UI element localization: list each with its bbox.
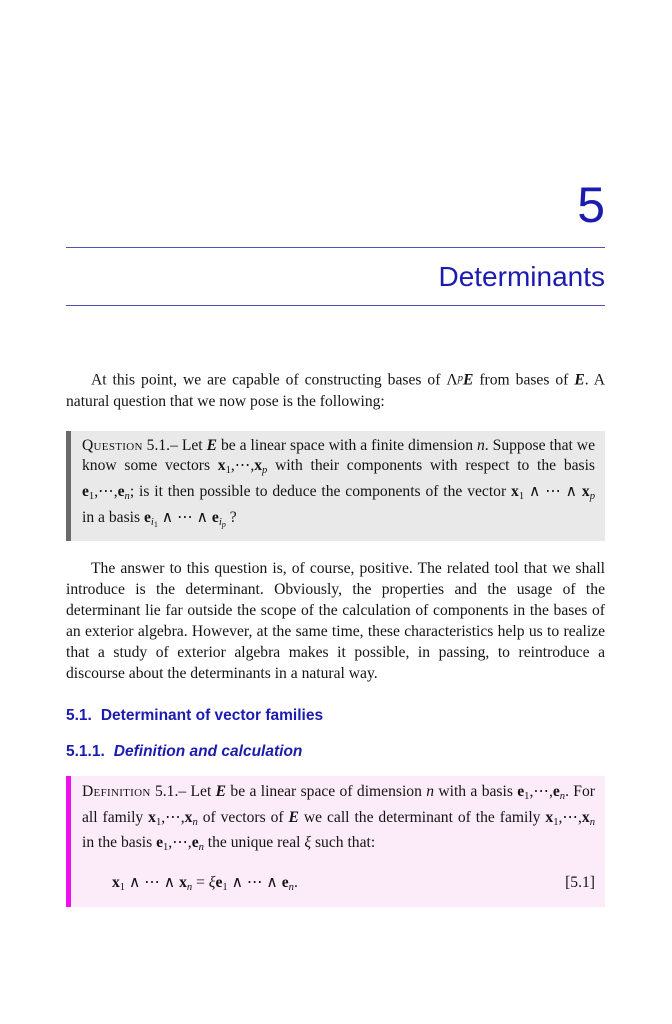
text-segment: such that: — [311, 834, 376, 852]
text-segment: x — [254, 457, 263, 475]
equation — [112, 872, 298, 898]
text-segment: with a basis — [434, 782, 518, 800]
question-box — [66, 431, 605, 541]
text-segment: Λ — [446, 371, 458, 389]
text-segment: n — [198, 842, 204, 854]
text-segment: 1 — [155, 816, 162, 828]
text-segment: ∧ ⋯ ∧ — [157, 508, 212, 526]
text-segment: . For all family — [82, 782, 595, 826]
text-segment: 1 — [553, 816, 559, 828]
text-segment: ξ — [304, 834, 312, 852]
section-heading — [66, 706, 605, 726]
text-segment: 1 — [88, 491, 95, 503]
text-segment: 1 — [153, 519, 158, 529]
text-segment: i — [150, 516, 154, 528]
text-segment: from bases of — [473, 371, 575, 389]
text-segment: x — [184, 808, 193, 826]
text-segment: 5.1.– Let — [142, 436, 207, 454]
text-segment: 1 — [524, 791, 530, 803]
text-segment: 1 — [518, 491, 525, 503]
text-segment: E — [206, 436, 217, 454]
text-segment: e — [82, 482, 89, 500]
text-segment: x — [112, 873, 120, 891]
text-segment: E — [215, 782, 227, 800]
text-segment: e — [552, 782, 560, 800]
text-segment: Question — [82, 436, 143, 454]
text-segment: x — [148, 808, 156, 826]
text-segment: be a linear space of dimension — [226, 782, 427, 800]
text-segment: x — [581, 482, 590, 500]
text-segment: e — [281, 873, 289, 891]
text-segment: At this point, we are capable of constructing bases of — [91, 371, 447, 389]
text-segment: ∧ ⋯ ∧ — [524, 482, 582, 500]
text-segment: p — [457, 373, 463, 384]
text-segment: ,⋯, — [168, 834, 192, 852]
text-segment: n — [192, 816, 198, 828]
text-segment: n — [559, 791, 566, 803]
text-segment: ξ — [208, 873, 216, 891]
text-segment: e — [117, 482, 125, 500]
chapter-title: Determinants — [438, 261, 605, 292]
question-text — [82, 436, 595, 535]
definition-box — [66, 776, 605, 907]
text-segment: ,⋯, — [558, 808, 582, 826]
text-segment: = — [192, 873, 209, 891]
text-segment: e — [211, 508, 219, 526]
intro-paragraph — [66, 368, 605, 412]
text-segment: e — [215, 873, 223, 891]
text-segment: 1 — [163, 842, 169, 854]
answer-paragraph: The answer to this question is, of course, positive. The related tool that we shall introduce is the determinant. Obviously, the properties and the usage of the determinant lie far outside the scope of the calculation of components in the bases of an exterior algebra. However, at the same time, these characteristics help us to realize that a study of exterior algebra makes it possible, in passing, to reintroduce a discourse about the determinants in a natural way. — [66, 559, 605, 682]
text-segment: n — [426, 782, 435, 800]
text-segment: E — [574, 371, 585, 389]
text-segment: p — [221, 519, 226, 529]
text-segment: p — [262, 465, 268, 477]
equation-row — [82, 872, 595, 898]
text-segment: we call the determinant of the family — [298, 808, 546, 826]
text-segment: e — [156, 834, 163, 852]
text-segment: e — [143, 508, 151, 526]
text-segment: p — [589, 491, 595, 503]
text-segment: in a basis — [82, 508, 144, 526]
subsection-title: Definition and calculation — [113, 742, 303, 760]
text-segment: 1 — [222, 882, 228, 894]
text-segment: n — [124, 491, 130, 503]
subsection-heading — [66, 742, 605, 762]
section-number: 5.1. — [66, 706, 92, 724]
text-segment: ,⋯, — [94, 482, 118, 500]
text-segment: Definition — [82, 782, 151, 800]
text-segment: ? — [225, 508, 237, 526]
page-content — [66, 0, 605, 907]
text-segment: x — [217, 457, 226, 475]
text-segment: i — [218, 516, 222, 528]
section-title: Determinant of vector families — [100, 706, 324, 724]
text-segment: E — [463, 371, 474, 389]
chapter-top-rule — [66, 247, 605, 248]
text-segment: x — [511, 482, 519, 500]
text-segment: ∧ ⋯ ∧ — [227, 873, 282, 891]
subsection-number: 5.1.1. — [66, 742, 105, 760]
text-segment: 1 — [225, 465, 231, 477]
text-segment: ; is it then possible to deduce the components of the vector — [129, 482, 512, 500]
text-segment: x — [545, 808, 554, 826]
text-segment: . Suppose that we know some vectors — [82, 436, 595, 475]
text-segment: x — [581, 808, 590, 826]
text-segment: the unique real — [203, 834, 305, 852]
chapter-number: 5 — [577, 177, 605, 233]
text-segment: n — [288, 882, 294, 894]
text-segment: be a linear space with a finite dimension — [217, 436, 477, 454]
text-segment: E — [288, 808, 299, 826]
text-segment: with their components with respect to the basis — [267, 457, 596, 475]
text-segment: ,⋯, — [529, 782, 553, 800]
text-segment: e — [191, 834, 199, 852]
text-segment: . — [293, 873, 298, 891]
text-segment: ,⋯, — [161, 808, 185, 826]
text-segment: ∧ ⋯ ∧ — [125, 873, 180, 891]
text-segment: in the basis — [82, 834, 157, 852]
text-segment: . A natural question that we now pose is the following: — [66, 371, 606, 410]
text-segment: 1 — [119, 882, 126, 894]
equation-tag: [5.1] — [565, 873, 595, 891]
text-segment: n — [476, 436, 485, 454]
chapter-title-rule — [66, 305, 605, 306]
text-segment: 5.1.– Let — [150, 782, 216, 800]
text-segment: of vectors of — [197, 808, 289, 826]
text-segment: n — [589, 816, 595, 828]
text-segment: ,⋯, — [230, 457, 255, 475]
text-segment: n — [186, 882, 193, 894]
text-segment: e — [517, 782, 525, 800]
text-segment: x — [179, 873, 187, 891]
definition-text — [82, 782, 595, 859]
